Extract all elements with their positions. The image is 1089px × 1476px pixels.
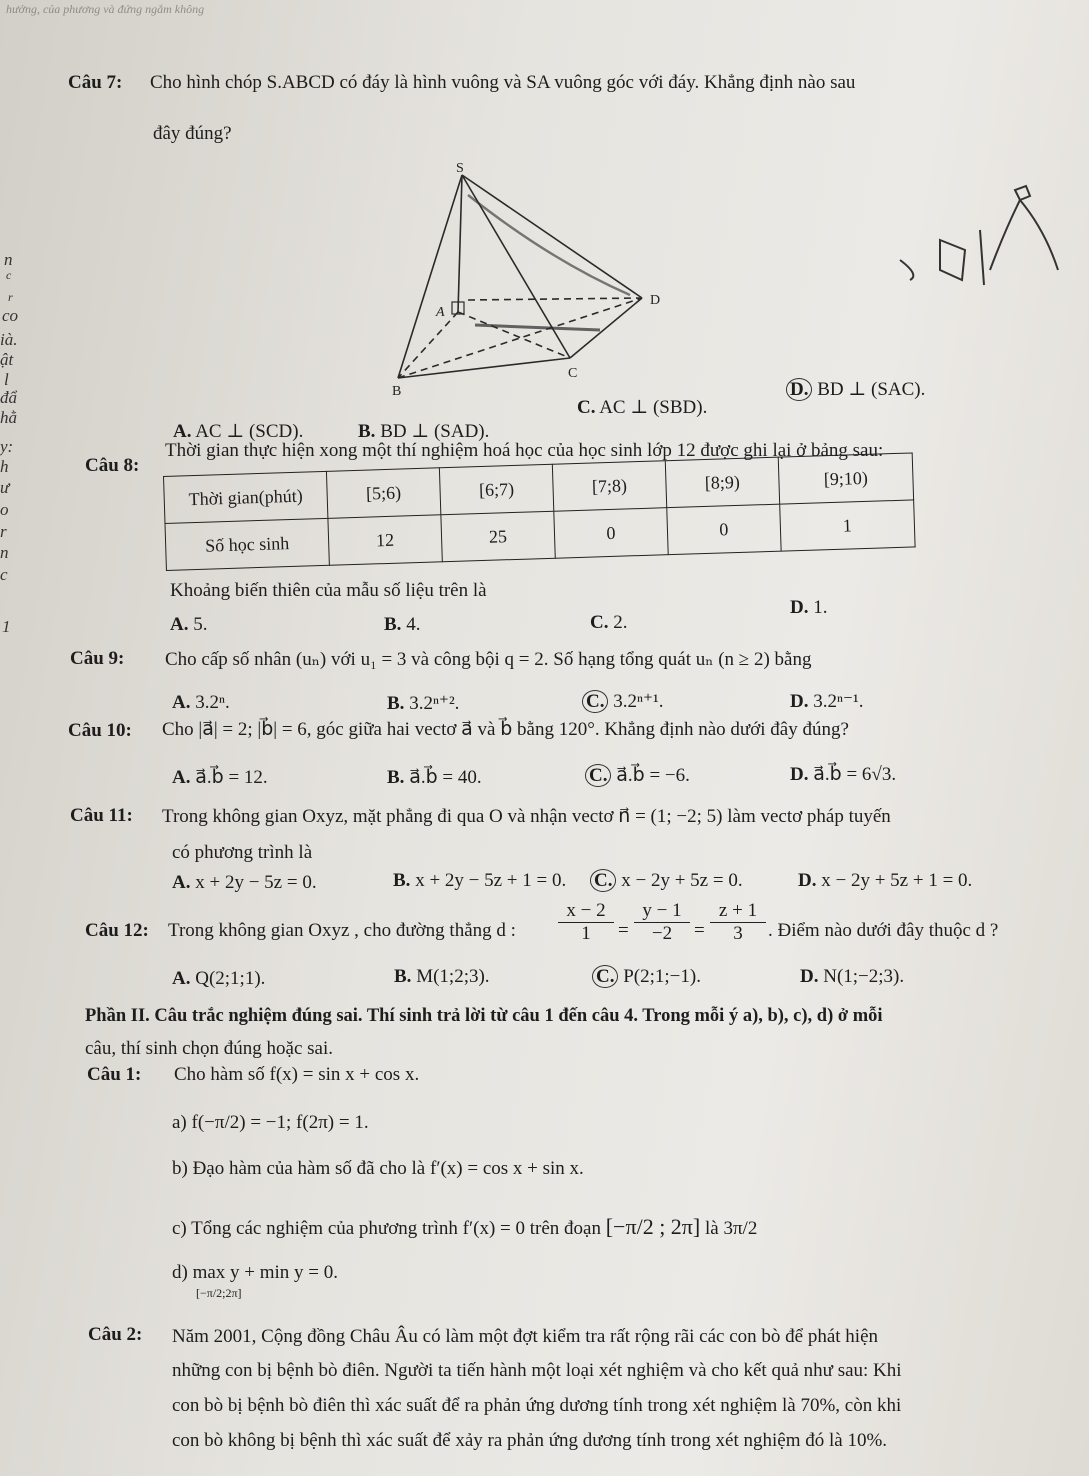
table-header-cell: Số học sinh — [165, 518, 329, 570]
edge-sa — [458, 175, 462, 312]
q8-option-a[interactable] — [170, 614, 207, 636]
q10-option-b[interactable] — [387, 766, 482, 789]
option-letter: B. — [358, 421, 376, 442]
option-letter: A. — [172, 968, 191, 989]
pen-mark — [940, 240, 965, 280]
statement-c-interval: [−π/2 ; 2π] — [605, 1214, 701, 1239]
q10-option-a[interactable] — [172, 766, 268, 789]
option-letter: A. — [172, 767, 191, 788]
q8-option-c[interactable] — [590, 612, 627, 634]
frequency-table — [163, 452, 916, 571]
pen-mark — [990, 200, 1020, 270]
count-cell: 1 — [780, 500, 916, 551]
q9-option-d[interactable] — [790, 690, 863, 713]
option-text: a⃗.b⃗ = 12. — [195, 767, 268, 788]
fraction-numerator: y − 1 — [634, 900, 690, 923]
statement-c-mid: là — [704, 1218, 719, 1239]
q8-option-d[interactable] — [790, 597, 827, 619]
interval-cell: [6;7) — [439, 464, 553, 515]
margin-fragment: r — [8, 290, 13, 304]
p2q1-d-subscript: [−π/2;2π] — [196, 1286, 242, 1300]
option-text: AC ⊥ (SCD). — [195, 421, 304, 442]
q12-fraction-z — [710, 900, 766, 945]
q9-option-a[interactable] — [172, 692, 230, 714]
option-letter-circled: D. — [786, 378, 812, 401]
q12-option-a[interactable] — [172, 968, 265, 990]
option-text: BD ⊥ (SAD). — [380, 421, 490, 442]
margin-fragment: n — [4, 250, 13, 269]
margin-fragment: 1 — [2, 617, 11, 636]
option-text: 5. — [193, 614, 208, 635]
fraction-numerator: z + 1 — [710, 900, 766, 923]
option-text: BD ⊥ (SAC). — [817, 379, 926, 400]
q9-option-c[interactable] — [582, 690, 663, 713]
q12-label: Câu 12: — [85, 920, 149, 941]
margin-fragment: n — [0, 543, 9, 562]
option-text: x + 2y − 5z = 0. — [195, 872, 317, 893]
option-text: AC ⊥ (SBD). — [599, 397, 708, 418]
margin-fragment: ư — [0, 478, 10, 497]
option-letter: B. — [384, 614, 402, 635]
p2q1-statement-a[interactable]: a) f(−π/2) = −1; f(2π) = 1. — [172, 1112, 369, 1133]
q11-option-a[interactable] — [172, 872, 317, 894]
label-d: D — [650, 293, 661, 308]
margin-fragment: y: — [0, 437, 14, 456]
q10-option-d[interactable] — [790, 763, 896, 786]
pen-mark — [1015, 186, 1030, 200]
option-letter: D. — [798, 870, 817, 891]
pen-mark — [980, 230, 984, 285]
edge-ad — [468, 298, 642, 300]
option-letter-circled: C. — [582, 690, 608, 713]
label-b: B — [392, 384, 402, 399]
fraction-denominator: −2 — [651, 923, 673, 944]
q11-option-b[interactable] — [393, 870, 566, 892]
q8-option-b[interactable] — [384, 614, 420, 636]
part2-line1: Phần II. Câu trắc nghiệm đúng sai. Thí sinh trả lời từ câu 1 đến câu 4. Trong mỗi ý a), b), c), d) ở mỗi — [85, 1006, 883, 1026]
option-text: N(1;−2;3). — [823, 966, 905, 987]
count-cell: 12 — [328, 515, 442, 566]
q11-text-line1: Trong không gian Oxyz, mặt phẳng đi qua O và nhận vectơ n⃗ = (1; −2; 5) làm vectơ pháp tuyến — [162, 806, 891, 827]
option-letter-circled: C. — [585, 764, 611, 787]
option-letter: D. — [790, 764, 809, 785]
pyramid-figure — [380, 150, 680, 400]
option-letter: D. — [800, 966, 819, 987]
option-text: 4. — [406, 614, 421, 635]
option-letter: D. — [790, 691, 809, 712]
option-text: a⃗.b⃗ = −6. — [616, 765, 690, 786]
pen-mark — [900, 260, 913, 280]
interval-cell: [5;6) — [326, 468, 440, 519]
p2q2-line2: những con bị bệnh bò điên. Người ta tiến hành một loại xét nghiệm và cho kết quả như sau: Khi — [172, 1360, 902, 1381]
p2q1-statement-d[interactable]: d) max y + min y = 0. — [172, 1262, 339, 1283]
part2-line2: câu, thí sinh chọn đúng hoặc sai. — [85, 1038, 334, 1059]
margin-fragment: c — [0, 565, 8, 584]
p2q2-line4: con bò không bị bệnh thì xác suất để xảy ra phản ứng dương tính trong xét nghiệm đó là 10%. — [172, 1430, 888, 1451]
diagonal-ac — [458, 312, 570, 358]
margin-fragment: c — [6, 268, 12, 282]
edge-sd — [462, 175, 642, 298]
fraction-denominator: 3 — [733, 923, 743, 944]
q12-text-pre: Trong không gian Oxyz , cho đường thẳng d : — [168, 920, 516, 941]
q7-text-line2: đây đúng? — [153, 123, 232, 144]
p2q1-text: Cho hàm số f(x) = sin x + cos x. — [174, 1064, 420, 1085]
fraction-numerator: x − 2 — [558, 900, 614, 923]
p2q2-line3: con bò bị bệnh bò điên thì xác suất để ra phản ứng dương tính trong xét nghiệm là 70%, còn khi — [172, 1395, 902, 1416]
option-text: M(1;2;3). — [416, 966, 490, 987]
q10-label: Câu 10: — [68, 720, 132, 741]
q9-option-b[interactable] — [387, 692, 459, 715]
margin-fragment: co — [2, 306, 19, 325]
q12-fraction-x — [558, 900, 614, 945]
option-text: a⃗.b⃗ = 6√3. — [813, 764, 897, 785]
diagonal-bd — [398, 298, 642, 378]
margin-fragment: đẩ — [0, 388, 17, 407]
q11-option-d[interactable] — [798, 870, 972, 892]
q7-text-line1: Cho hình chóp S.ABCD có đáy là hình vuông và SA vuông góc với đáy. Khẳng định nào sau — [150, 72, 856, 93]
option-text: 3.2ⁿ⁺². — [409, 693, 460, 714]
table-header-cell: Thời gian(phút) — [164, 471, 328, 523]
margin-fragment: h — [0, 457, 9, 476]
handwritten-sketch — [880, 160, 1070, 310]
q10-option-c[interactable] — [585, 764, 690, 787]
q12-text-post: . Điểm nào dưới đây thuộc d ? — [768, 920, 999, 941]
label-c: C — [568, 366, 578, 381]
option-text: a⃗.b⃗ = 40. — [409, 767, 482, 788]
option-text: 1. — [813, 597, 828, 618]
option-text: 3.2ⁿ⁻¹. — [813, 691, 864, 712]
option-text: x − 2y + 5z = 0. — [621, 870, 743, 891]
p2q1-statement-c[interactable] — [172, 1214, 757, 1240]
edge-ab — [398, 312, 458, 378]
p2q1-statement-b[interactable]: b) Đạo hàm của hàm số đã cho là f′(x) = cos x + sin x. — [172, 1158, 584, 1179]
interval-cell: [8;9) — [665, 457, 779, 508]
option-text: 2. — [613, 612, 628, 633]
option-letter-circled: C. — [590, 869, 616, 892]
margin-fragment: hằ — [0, 408, 17, 427]
q11-option-c[interactable] — [590, 870, 743, 892]
q7-label: Câu 7: — [68, 72, 123, 93]
margin-fragment: r — [0, 522, 7, 541]
statement-c-value: 3π/2 — [723, 1218, 758, 1239]
interval-cell: [7;8) — [552, 461, 666, 512]
option-text: 3.2ⁿ⁺¹. — [613, 691, 664, 712]
pen-mark — [468, 195, 630, 295]
option-letter: A. — [170, 614, 189, 635]
option-letter: B. — [393, 870, 411, 891]
option-letter: C. — [577, 397, 596, 418]
option-text: 3.2ⁿ. — [195, 692, 230, 713]
q10-text: Cho |a⃗| = 2; |b⃗| = 6, góc giữa hai vectơ a⃗ và b⃗ bằng 120°. Khẳng định nào dưới đây đúng? — [162, 719, 849, 740]
p2q1-label: Câu 1: — [87, 1064, 142, 1085]
option-letter: C. — [590, 612, 609, 633]
option-letter: A. — [173, 421, 192, 442]
option-text: Q(2;1;1). — [195, 968, 266, 989]
p2q2-label: Câu 2: — [88, 1324, 143, 1345]
margin-fragment: ià. — [0, 330, 18, 349]
option-letter: A. — [172, 872, 191, 893]
count-cell: 0 — [554, 508, 668, 559]
margin-fragment: ật — [0, 350, 14, 369]
q12-option-b[interactable] — [394, 966, 490, 988]
faded-header: hưởng, của phương và đứng ngắm không — [6, 2, 205, 16]
q11-label: Câu 11: — [70, 805, 133, 826]
statement-c-text: c) Tổng các nghiệm của phương trình f′(x) = 0 trên đoạn — [172, 1218, 601, 1239]
option-text: P(2;1;−1). — [623, 966, 701, 987]
option-letter-circled: C. — [592, 965, 618, 988]
edge-bc — [398, 358, 570, 378]
q8-question: Khoảng biến thiên của mẫu số liệu trên là — [170, 580, 487, 601]
edge-sb — [398, 175, 462, 378]
option-letter: B. — [394, 966, 412, 987]
option-text: x − 2y + 5z + 1 = 0. — [821, 870, 973, 891]
margin-fragment: l — [4, 370, 9, 389]
option-letter: B. — [387, 767, 405, 788]
count-cell: 0 — [667, 504, 781, 555]
q9-text: Cho cấp số nhân (uₙ) với u₁ = 3 và công bội q = 2. Số hạng tổng quát uₙ (n ≥ 2) bằng — [165, 649, 812, 670]
q9-label: Câu 9: — [70, 648, 125, 669]
fraction-denominator: 1 — [581, 923, 591, 944]
label-a: A — [436, 305, 445, 320]
option-letter: D. — [790, 597, 809, 618]
count-cell: 25 — [441, 511, 555, 562]
q12-fraction-y — [634, 900, 690, 945]
option-letter: B. — [387, 693, 405, 714]
option-letter: A. — [172, 692, 191, 713]
margin-fragment: o — [0, 500, 9, 519]
equals-sign: = — [618, 920, 629, 941]
q11-text-line2: có phương trình là — [172, 842, 313, 863]
interval-cell: [9;10) — [778, 453, 914, 504]
equals-sign: = — [694, 920, 705, 941]
q7-option-c[interactable] — [577, 396, 707, 419]
q12-option-d[interactable] — [800, 966, 904, 988]
pen-mark — [1020, 200, 1058, 270]
option-text: x + 2y − 5z + 1 = 0. — [415, 870, 567, 891]
q8-label: Câu 8: — [85, 455, 140, 476]
p2q2-line1: Năm 2001, Cộng đồng Châu Âu có làm một đợt kiểm tra rất rộng rãi các con bò để phát hiện — [172, 1326, 879, 1347]
q7-option-d[interactable] — [786, 378, 925, 401]
q12-option-c[interactable] — [592, 966, 701, 988]
q8-text: Thời gian thực hiện xong một thí nghiệm hoá học của học sinh lớp 12 được ghi lại ở bảng sau: — [165, 440, 884, 461]
label-s: S — [456, 161, 464, 176]
